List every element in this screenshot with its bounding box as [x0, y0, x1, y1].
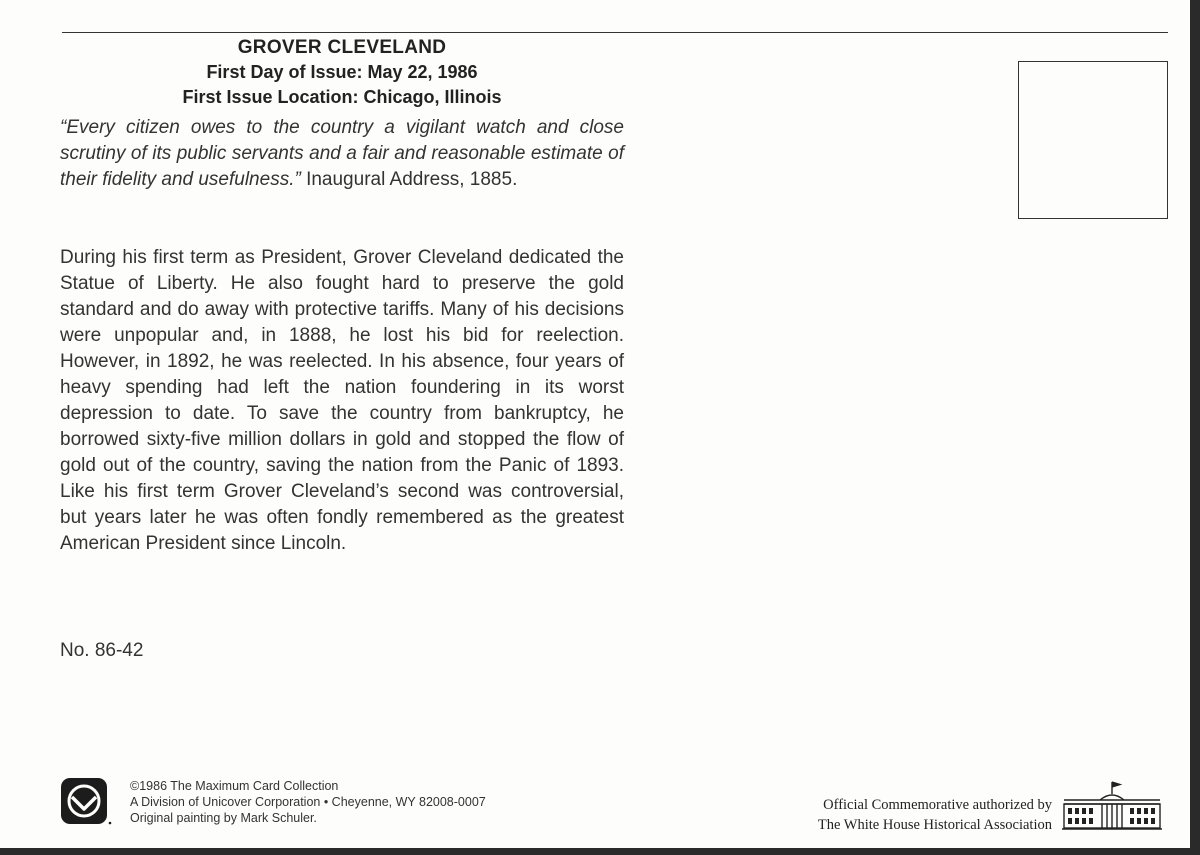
official-line-2: The White House Historical Association	[817, 817, 1052, 833]
top-divider	[62, 32, 1168, 33]
official-commemorative-note	[760, 795, 1052, 835]
painting-credit: Original painting by Mark Schuler.	[130, 811, 317, 825]
first-issue-location: First Issue Location: Chicago, Illinois	[182, 87, 502, 107]
copyright-line: ©1986 The Maximum Card Collection	[130, 779, 339, 793]
publisher-credits	[130, 778, 486, 826]
inaugural-quote-block	[60, 115, 624, 193]
official-line-1: Official Commemorative authorized by	[823, 797, 1052, 813]
card-title: GROVER CLEVELAND	[237, 37, 447, 58]
quote-source: Inaugural Address, 1885.	[306, 169, 518, 190]
division-line: A Division of Unicover Corporation • Cheyenne, WY 82008-0007	[130, 795, 486, 809]
inaugural-quote: “Every citizen owes to the country a vigilant watch and close scrutiny of its public servants and a fair and reasonable estimate of their fidelity and usefulness.”	[60, 117, 624, 190]
stamp-placement-box	[1018, 61, 1168, 219]
card-header	[62, 36, 622, 110]
white-house-icon	[1060, 780, 1164, 832]
unicover-logo-icon	[60, 777, 112, 827]
catalog-number: No. 86-42	[60, 640, 144, 661]
biography-paragraph: During his first term as President, Grover Cleveland dedicated the Statue of Liberty. He also fought hard to preserve the gold standard and do away with protective tariffs. Many of his decisions were unpopular and, in 1888, he lost his bid for reelection. However, in 1892, he was reelected. In his absence, four years of heavy spending had left the nation foundering in its worst depression to date. To save the country from bankruptcy, he borrowed sixty-five million dollars in gold and stopped the flow of gold out of the country, saving the nation from the Panic of 1893. Like his first term Grover Cleveland’s second was controversial, but years later he was often fondly remembered as the greatest American President since Lincoln.	[60, 247, 624, 554]
first-day-of-issue: First Day of Issue: May 22, 1986	[206, 62, 478, 82]
